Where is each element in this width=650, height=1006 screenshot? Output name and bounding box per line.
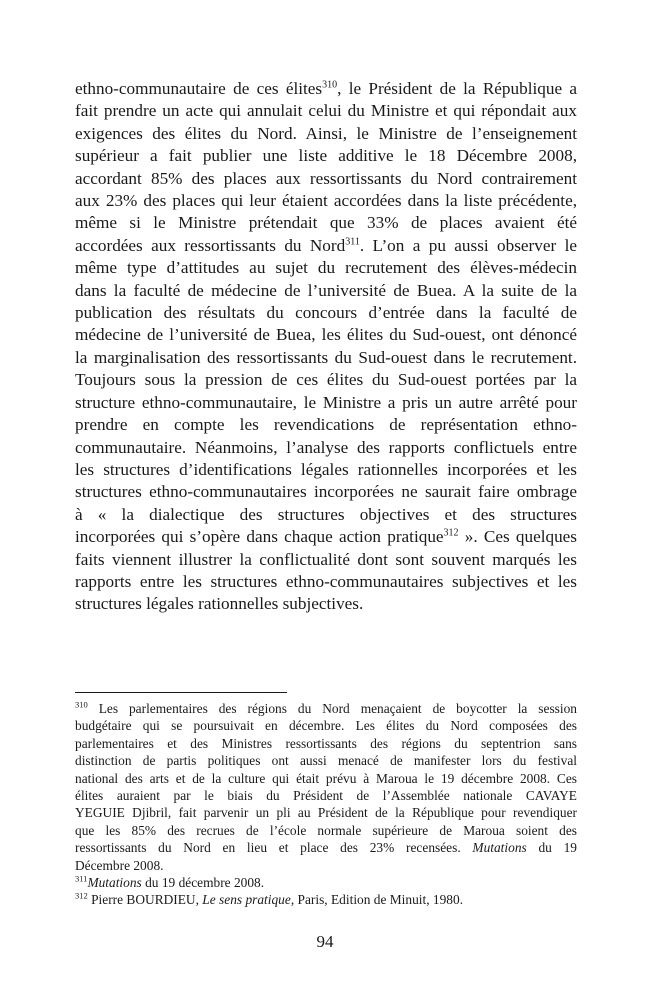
- body-text: faits viennent illustrer la conflictualité dont sont souvent marqués les: [75, 549, 577, 569]
- body-line: [75, 459, 577, 481]
- footnote-citation-title: Mutations: [87, 875, 142, 891]
- footnote-text: que les 85% des recrues de l’école normale supérieure de Maroua soient des: [75, 822, 577, 838]
- footnote-separator: [75, 692, 287, 693]
- body-text: rapports entre les structures ethno-communautaires subjectives et les: [75, 571, 577, 591]
- footnote-text: ressortissants du Nord en lieu et place des 23% recensées.: [75, 840, 473, 856]
- body-text: . L’on a pu aussi observer le: [359, 235, 577, 255]
- body-line: [75, 347, 577, 369]
- footnote-text: du 19 décembre 2008.: [141, 875, 265, 891]
- body-line: [75, 100, 577, 122]
- body-text: fait prendre un acte qui annulait celui du Ministre et qui répondait aux: [75, 101, 577, 121]
- body-line: [75, 212, 577, 234]
- footnote-reference[interactable]: 310: [322, 79, 338, 91]
- footnote-text: Les parlementaires des régions du Nord menaçaient de boycotter la session: [87, 701, 577, 716]
- body-text: même si le Ministre prétendait que 33% de places avaient été: [75, 213, 577, 233]
- body-line: [75, 549, 577, 571]
- footnote-text: , Paris, Edition de Minuit, 1980.: [290, 892, 464, 908]
- body-text: à « la dialectique des structures objectives et des structures: [75, 504, 577, 524]
- footnotes: [75, 700, 577, 909]
- body-line: [75, 145, 577, 167]
- body-line: [75, 571, 577, 593]
- body-text: communautaire. Néanmoins, l’analyse des rapports conflictuels entre: [75, 437, 577, 457]
- footnote-text: Décembre 2008.: [75, 857, 164, 873]
- body-text: supérieur a fait publier une liste additive le 18 Décembre 2008,: [75, 146, 577, 166]
- footnote-citation-title: Le sens pratique: [202, 892, 291, 908]
- body-text: ». Ces quelques: [458, 527, 577, 547]
- body-text: ethno-communautaire de ces élites: [75, 79, 323, 98]
- footnote-reference[interactable]: 311: [345, 236, 360, 248]
- body-line: [75, 414, 577, 436]
- footnote-reference[interactable]: 312: [443, 527, 459, 539]
- body-text: Toujours sous la pression de ces élites du Sud-ouest portées par la: [75, 370, 577, 390]
- body-text: prendre en compte les revendications de représentation ethno-: [75, 415, 577, 435]
- body-text: structures ethno-communautaires incorporées ne saurait faire ombrage: [75, 482, 577, 502]
- body-line: [75, 481, 577, 503]
- body-line: [75, 526, 577, 548]
- footnote-310: [75, 700, 577, 874]
- body-text: les structures d’identifications légales rationnelles incorporées et les: [75, 459, 577, 479]
- body-text: exigences des élites du Nord. Ainsi, le Ministre de l’enseignement: [75, 123, 577, 143]
- body-text: structures légales rationnelles subjectives.: [75, 594, 364, 614]
- footnote-text: budgétaire qui se poursuivait en décembre. Les élites du Nord composées des: [75, 718, 577, 734]
- footnote-311: [75, 874, 577, 891]
- body-line: [75, 369, 577, 391]
- footnote-text: YEGUIE Djibril, fait parvenir un pli au Président de la République pour revendiquer: [75, 805, 577, 821]
- body-text: , le Président de la République a: [337, 79, 577, 98]
- footnote-marker: 311: [75, 873, 88, 884]
- footnote-text: national des arts et de la culture qui était prévu à Maroua le 19 décembre 2008. Ces: [75, 770, 577, 786]
- body-line: [75, 504, 577, 526]
- body-text: même type d’attitudes au sujet du recrutement des élèves-médecin: [75, 258, 577, 278]
- body-line: [75, 78, 577, 100]
- body-text: aux 23% des places qui leur étaient accordées dans la liste précédente,: [75, 191, 577, 211]
- body-line: [75, 190, 577, 212]
- body-line: [75, 123, 577, 145]
- body-text: accordées aux ressortissants du Nord: [75, 235, 346, 255]
- body-text: dans la faculté de médecine de l’université de Buea. A la suite de la: [75, 280, 577, 300]
- footnote-text: parlementaires et des Ministres ressortissants des régions du septentrion sans: [75, 735, 577, 751]
- body-line: [75, 257, 577, 279]
- footnote-text: élites auraient par le biais du Président de l’Assemblée nationale CAVAYE: [75, 788, 577, 804]
- footnote-marker: 310: [75, 699, 88, 710]
- body-text: médecine de l’université de Buea, les élites du Sud-ouest, ont dénoncé: [75, 325, 577, 345]
- footnote-312: [75, 891, 577, 908]
- footnote-citation-title: Mutations: [472, 840, 527, 856]
- body-paragraph: [75, 78, 577, 616]
- body-line: [75, 302, 577, 324]
- body-line: [75, 280, 577, 302]
- page-number: 94: [316, 932, 334, 951]
- footnote-text: du 19: [526, 840, 577, 856]
- body-text: la marginalisation des ressortissants du Sud-ouest dans le recrutement.: [75, 347, 577, 367]
- body-text: accordant 85% des places aux ressortissants du Nord contrairement: [75, 168, 577, 188]
- body-line: [75, 593, 577, 615]
- body-line: [75, 437, 577, 459]
- body-line: [75, 235, 577, 257]
- body-line: [75, 168, 577, 190]
- body-text: incorporées qui s’opère dans chaque action pratique: [75, 527, 444, 547]
- footnote-text: distinction de partis politiques ont aussi menacé de manifester lors du festival: [75, 753, 577, 769]
- body-text: publication des résultats du concours d’entrée dans la faculté de: [75, 303, 577, 323]
- body-line: [75, 324, 577, 346]
- body-line: [75, 392, 577, 414]
- footnote-marker: 312: [75, 891, 88, 901]
- body-text: structure ethno-communautaire, le Ministre a pris un autre arrêté pour: [75, 392, 577, 412]
- footnote-text: Pierre BOURDIEU,: [87, 892, 203, 908]
